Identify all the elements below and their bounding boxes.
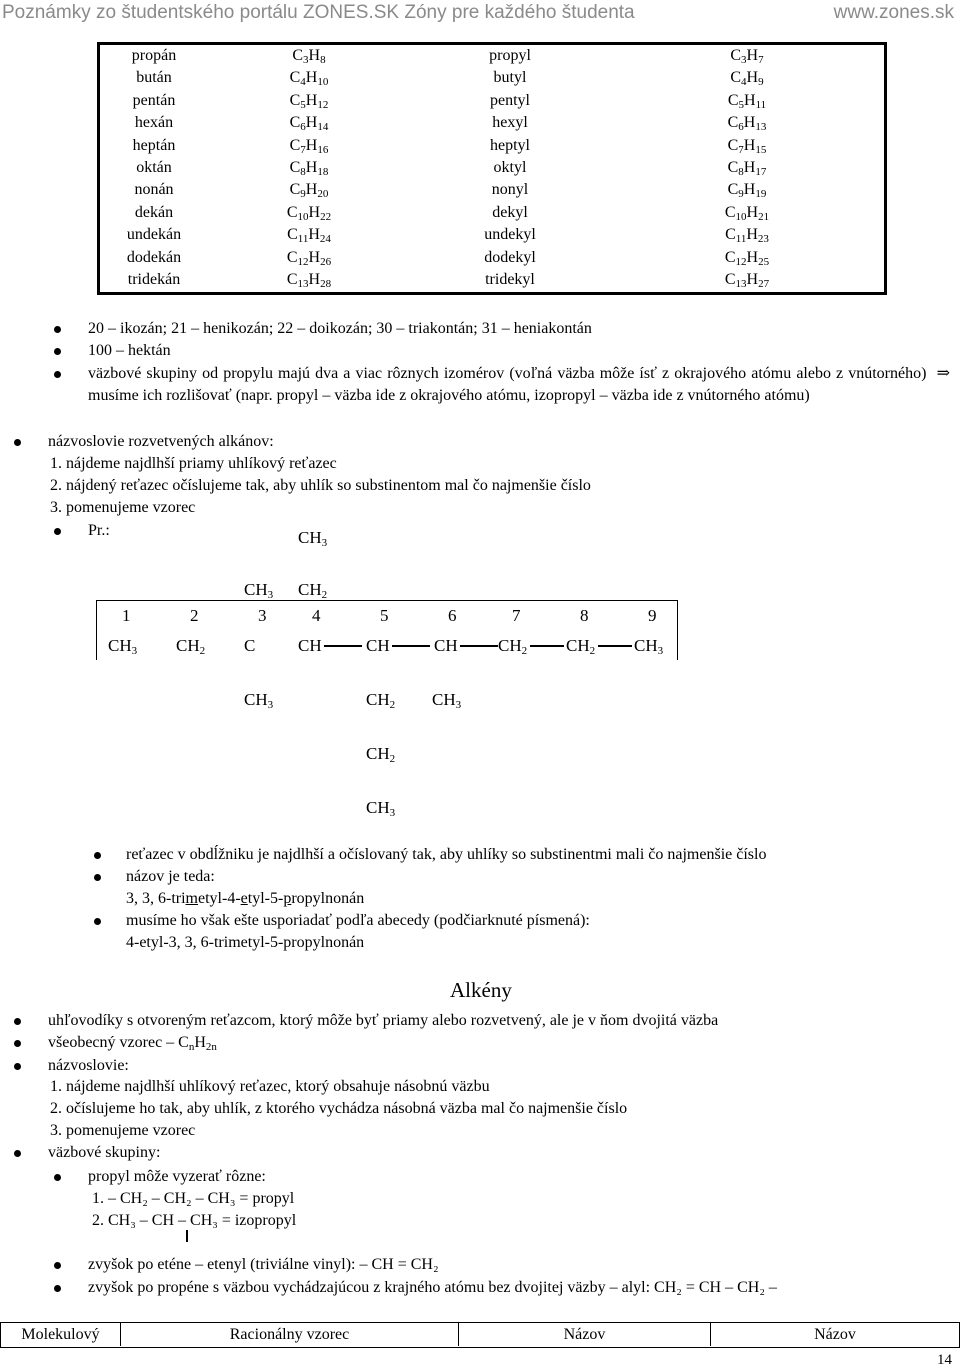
formula-group: $CH_2$ [566,636,596,657]
subscript: 15 [755,143,767,156]
chain-number: 4 [312,606,321,625]
alkene-line: všeobecný vzorec – $C_nH_{2n}$ [48,1034,217,1053]
table-header-cell: Molekulový [1,1323,121,1346]
subscript: 7 [738,143,744,156]
bond-line [460,645,498,647]
subscript: 19 [755,188,767,201]
subscript: 5 [738,98,744,111]
step-item: 3. pomenujeme vzorec [50,499,196,516]
formula-group: CH [298,636,322,655]
subscript: 17 [755,165,767,178]
bond-line [324,645,362,647]
table-row [100,202,884,224]
explanation-line: musíme ho však ešte usporiadať podľa abecedy (podčiarknuté písmená): [126,912,590,929]
subscript: 3 [657,645,664,657]
formula-cell: $C_7H_{15}$ [727,136,767,156]
formula-cell: $C_{13}H_{28}$ [286,270,332,290]
formula-cell: $C_{11}H_{23}$ [725,226,769,246]
formula-cell: $C_3H_8$ [292,47,326,66]
chain-number: 1 [122,606,131,625]
formula-group: $CH_2$ [498,636,528,657]
formula-group: $CH_3$ [432,690,462,711]
bullet [14,1018,21,1025]
subscript: 6 [738,121,744,134]
header-title: Poznámky zo študentského portálu ZONES.SK Zóny pre každého študenta [2,2,635,23]
nomenclature-table-header [0,1322,960,1348]
table-row [100,112,884,134]
alkane-name: dodekán [126,248,182,266]
radical-name: pentyl [490,91,530,109]
formula-group: $CH_3$ [108,636,138,657]
subscript: 10 [735,210,747,223]
table-row [100,179,884,201]
formula-group: C [244,636,256,655]
radical-name: tridekyl [485,270,535,288]
note-paragraph: väzbové skupiny od propylu majú dva a viac rôznych izomérov (voľná väzba môže ísť z okrajového atómu alebo z vnútorného) ⇒ musíme ich rozlišovať (napr. propyl – väzba ide z okrajového atómu, izopropyl – väzba ide z vnútorného atómu) [88,365,954,404]
subscript: 7 [758,54,764,66]
chain-number: 2 [190,606,199,625]
subscript: 9 [758,76,764,89]
alkane-name: propán [131,47,177,64]
subscript: 14 [317,121,329,134]
page-number: 14 [937,1352,952,1368]
bullet [14,1150,21,1157]
bullet [54,528,61,535]
subscript: 10 [297,210,309,223]
subscript: 8 [320,54,326,66]
subscript: 18 [317,165,329,178]
note-line: 100 – hektán [88,342,171,359]
subscript: 11 [735,233,747,246]
subscript: 10 [317,76,329,89]
subscript: 4 [741,76,747,89]
formula-cell: $C_{12}H_{25}$ [724,248,770,268]
formula-cell: $C_9H_{19}$ [727,181,767,201]
subscript: 9 [300,188,306,201]
subscript: 28 [320,277,332,290]
bullet [14,439,21,446]
formula-cell: $C_5H_{11}$ [727,91,767,111]
alkane-name: hexán [134,114,174,132]
bullet [54,348,61,355]
formula-cell: $C_7H_{16}$ [289,136,329,156]
subscript: 12 [297,255,309,268]
table-row [100,135,884,157]
formula-group: $CH_2$ [176,636,206,657]
bullet [94,852,101,859]
subscript: 12 [317,98,329,111]
radical-name: oktyl [493,158,527,176]
chain-number: 7 [512,606,521,625]
formula-group: $CH_3$ [634,636,664,657]
radical-name: propyl [489,47,531,64]
alkene-line: zvyšok po eténe – etenyl (triviálne vinyl): – CH = CH₂ [88,1256,439,1273]
alkane-name: heptán [132,136,176,154]
subscript: 6 [300,121,306,134]
formula-group: CH [434,636,458,655]
bullet [54,1174,61,1181]
bullet [14,1040,21,1047]
formula-group: $CH_3$ [244,580,274,601]
compound-name: 3, 3, 6-trimetyl-4-etyl-5-propylnonán [126,890,365,907]
step-item: 3. pomenujeme vzorec [50,1122,196,1139]
subscript: 25 [758,255,770,268]
subscript: 8 [738,165,744,178]
subscript: 21 [758,210,770,223]
chain-number: 6 [448,606,457,625]
note-line: 20 – ikozán; 21 – henikozán; 22 – doikozán; 30 – triakontán; 31 – heniakontán [88,320,592,337]
page-header [0,0,960,28]
alkane-name: oktán [136,158,172,176]
radical-name: butyl [493,69,527,87]
alkane-table [97,42,887,295]
formula-cell: $C_8H_{17}$ [727,158,767,178]
formula-group: $CH_3$ [298,528,328,549]
bond-line [186,1230,188,1242]
formula-cell: $C_6H_{13}$ [727,114,767,134]
table-row [100,247,884,269]
formula-cell: $C_4H_9$ [730,69,764,89]
table-row [100,67,884,89]
subscript: 20 [317,188,329,201]
radical-name: heptyl [490,136,530,154]
subscript: 11 [755,98,767,111]
bullet [54,371,61,378]
chain-number: 5 [380,606,389,625]
table-header-cell: Názov [459,1323,711,1346]
radical-name: dekyl [492,203,528,221]
subscript: 7 [300,143,306,156]
alkane-name: pentán [132,91,176,109]
alkene-line: zvyšok po propéne s väzbou vychádzajúcou z krajného atómu bez dvojitej väzby – alyl: CH₂ = CH – CH₂ – [88,1279,777,1296]
formula-group: $CH_2$ [298,580,328,601]
formula-group: $CH_2$ [366,690,396,711]
subscript: 2 [199,645,206,657]
formula-cell: $C_{11}H_{24}$ [287,226,331,246]
radical-name: hexyl [492,114,528,132]
subscript: 2 [389,699,396,711]
chain-number: 3 [258,606,267,625]
formula-cell: $C_{10}H_{22}$ [286,203,332,223]
step-item: 2. nájdený reťazec očíslujeme tak, aby uhlík so substinentom mal čo najmenšie číslo [50,477,591,494]
subscript: 2 [589,645,596,657]
table-row [100,45,884,67]
table-row [100,224,884,246]
step-item: 2. očíslujeme ho tak, aby uhlík, z ktorého vychádza násobná väzba mal čo najmenšie číslo [50,1100,628,1117]
subscript: 3 [303,54,309,66]
step-item: 1. – CH₂ – CH₂ – CH₃ = propyl [92,1190,295,1207]
example-label: Pr.: [88,522,110,539]
formula-group: $CH_3$ [244,690,274,711]
formula-group: $CH_2$ [366,744,396,765]
bullet [54,1285,61,1292]
subscript: 9 [738,188,744,201]
step-item: 2. CH₃ – CH – CH₃ = izopropyl [92,1212,297,1229]
subscript: 22 [320,210,332,223]
alkane-name: undekán [126,226,182,244]
alkene-line: názvoslovie: [48,1057,129,1074]
alkane-name: bután [136,69,172,87]
subscript: 4 [300,76,306,89]
alkane-name: dekán [134,203,174,221]
chain-number: 9 [648,606,657,625]
bond-line [530,645,564,647]
subscript: 3 [267,699,274,711]
formula-cell: $C_6H_{14}$ [289,114,329,134]
formula-cell: $C_{13}H_{27}$ [724,270,770,290]
explanation-line: reťazec v obdĺžniku je najdlhší a očíslovaný tak, aby uhlíky so substinentmi mali čo najmenšie číslo [126,846,767,863]
bullet [54,1262,61,1269]
alkene-line: propyl môže vyzerať rôzne: [88,1168,266,1185]
subscript: 13 [755,121,767,134]
formula-cell: $C_4H_{10}$ [289,69,329,89]
implies-arrow-icon: ⇒ [931,365,954,382]
compound-name: 4-etyl-3, 3, 6-trimetyl-5-propylnonán [126,934,365,951]
table-row [100,157,884,179]
subscript: 26 [320,255,332,268]
subscript: 2 [521,645,528,657]
table-row [100,269,884,291]
table-row [100,90,884,112]
alkene-line: väzbové skupiny: [48,1144,161,1161]
subscript: 24 [319,233,331,246]
step-item: 1. nájdeme najdlhší uhlíkový reťazec, ktorý obsahuje násobnú väzbu [50,1078,490,1095]
subscript: 16 [317,143,329,156]
formula-cell: $C_8H_{18}$ [289,158,329,178]
radical-name: nonyl [491,181,529,199]
formula-cell: $C_{10}H_{21}$ [724,203,770,223]
table-header-cell: Názov [814,1326,856,1343]
bond-line [392,645,430,647]
subscript: 13 [297,277,309,290]
subscript: 3 [131,645,138,657]
formula-cell: $C_3H_7$ [730,47,764,66]
subscript: 3 [741,54,747,66]
alkene-line: uhľovodíky s otvoreným reťazcom, ktorý môže byť priamy alebo rozvetvený, ale je v ňom dvojitá väzba [48,1012,719,1029]
subscript: 23 [757,233,769,246]
alkane-name: tridekán [127,270,181,288]
formula-group: CH [366,636,390,655]
bullet [94,918,101,925]
subscript: 5 [300,98,306,111]
radical-name: undekyl [484,226,536,244]
radical-name: dodekyl [484,248,536,266]
subscript: 13 [735,277,747,290]
subscript: 3 [455,699,462,711]
bullet [54,326,61,333]
bond-line [598,645,632,647]
formula-cell: $C_{12}H_{26}$ [286,248,332,268]
subscript: 12 [735,255,747,268]
chain-number: 8 [580,606,589,625]
subscript: 8 [300,165,306,178]
alkane-name: nonán [134,181,174,199]
formula-group: $CH_3$ [366,798,396,819]
table-header-cell: Racionálny vzorec [121,1323,459,1346]
formula-cell: $C_5H_{12}$ [289,91,329,111]
explanation-line: názov je teda: [126,868,215,885]
note-line: názvoslovie rozvetvených alkánov: [48,433,274,450]
formula-cell: $C_9H_{20}$ [289,181,329,201]
bullet [14,1063,21,1070]
step-item: 1. nájdeme najdlhší priamy uhlíkový reťazec [50,455,337,472]
subscript: 11 [297,233,309,246]
header-url: www.zones.sk [833,2,954,23]
bullet [94,874,101,881]
section-title: Alkény [450,978,512,1002]
subscript: 27 [758,277,770,290]
